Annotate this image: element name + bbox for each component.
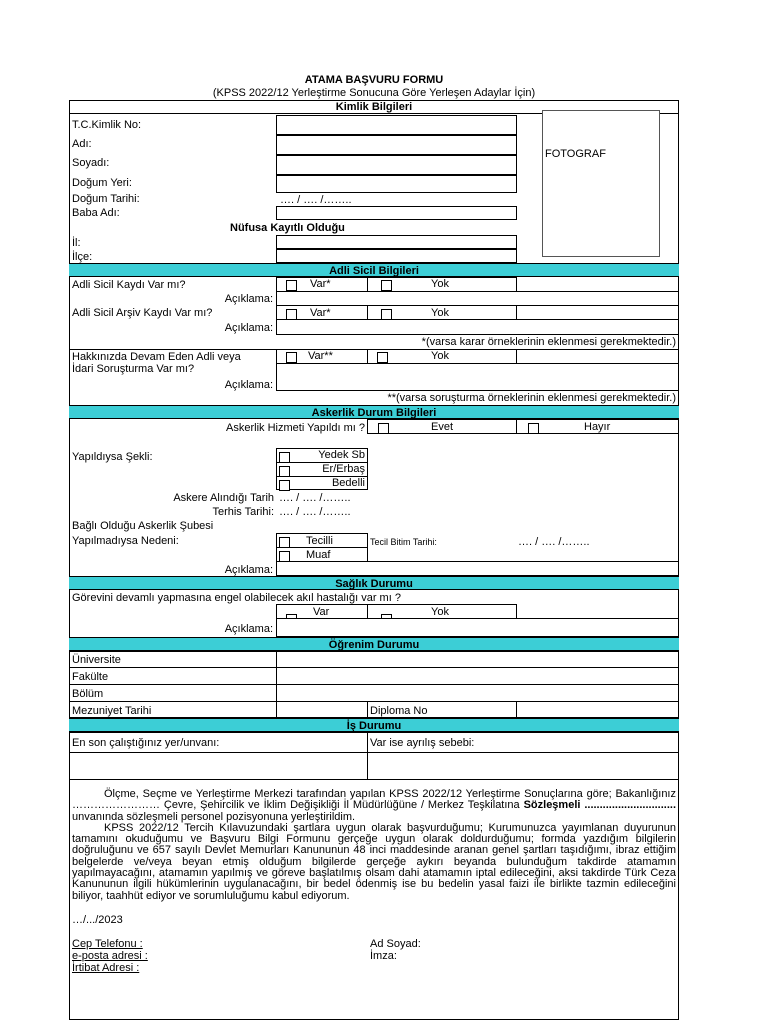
q3-var-checkbox[interactable] (286, 352, 297, 363)
graduation-date-label: Mezuniyet Tarihi (72, 705, 152, 717)
deferral-end-label: Tecil Bitim Tarihi: (370, 537, 437, 547)
military-yes-checkbox[interactable] (378, 423, 389, 434)
discharge-date-input[interactable]: …. / …. /…….. (279, 506, 351, 518)
reason-option: Muaf (306, 549, 331, 561)
health-explanation-input[interactable] (276, 618, 679, 637)
birthplace-label: Doğum Yeri: (72, 177, 132, 189)
birthdate-label: Doğum Tarihi: (72, 193, 140, 205)
q1-yok-label: Yok (431, 278, 449, 290)
military-yes-label: Evet (431, 421, 454, 433)
name-input[interactable] (276, 135, 517, 155)
enlist-label: Askere Alındığı Tarih (173, 492, 274, 504)
diploma-no-label: Diploma No (370, 705, 428, 717)
father-input[interactable] (276, 206, 517, 220)
military-type-label: Yapıldıysa Şekli: (72, 451, 153, 463)
type-yedek-checkbox[interactable] (279, 452, 290, 463)
q2-var-label: Var* (310, 307, 331, 319)
department-label: Bölüm (72, 688, 104, 700)
military-no-checkbox[interactable] (528, 423, 539, 434)
q3-yok-label: Yok (431, 350, 449, 362)
type-option: Er/Erbaş (322, 463, 365, 475)
q2-explanation-label: Açıklama: (224, 322, 273, 334)
health-question: Görevini devamlı yapmasına engel olabilecek akıl hastalığı var mı ? (72, 592, 401, 604)
health-var-label: Var (313, 606, 330, 618)
graduation-date-input[interactable] (277, 702, 367, 718)
type-er-checkbox[interactable] (279, 466, 290, 477)
faculty-label: Fakülte (72, 671, 109, 683)
last-work-input[interactable] (70, 753, 366, 779)
department-input[interactable] (277, 685, 678, 701)
type-bedelli-checkbox[interactable] (279, 480, 290, 491)
q2-yok-label: Yok (431, 307, 449, 319)
deferral-end-input[interactable]: …. / …. /…….. (518, 536, 590, 548)
province-input[interactable] (276, 235, 517, 249)
q3-var-label: Var** (308, 350, 333, 362)
q3-explanation-label: Açıklama: (224, 379, 273, 391)
criminal-q3-line1: Hakkınızda Devam Eden Adli veya (72, 351, 241, 363)
type-option: Bedelli (331, 477, 365, 489)
discharge-label: Terhis Tarihi: (212, 506, 274, 518)
declaration-p1-a: Ölçme, Seçme ve Yerleştirme Merkezi tarafından yapılan KPSS 2022/12 Yerleştirme Sonuçlarına göre; Bakanlığınız …………………… Çevre, Şehircilik ve İklim Değişikliği İl Müdürlüğüne / Merkez Teşkilatına (72, 788, 676, 812)
form-subtitle: (KPSS 2022/12 Yerleştirme Sonucuna Göre Yerleşen Adaylar İçin) (212, 87, 536, 99)
q3-explanation-input[interactable] (276, 363, 679, 391)
declaration-p1-bold: Sözleşmeli .............................. (523, 799, 677, 812)
health-explanation-label: Açıklama: (224, 623, 273, 635)
photo-label: FOTOGRAF (545, 148, 606, 160)
q1-var-label: Var* (310, 278, 331, 290)
birthdate-input[interactable]: …. / …. /…….. (280, 194, 352, 206)
q1-explanation-input[interactable] (276, 291, 679, 306)
identity-section-title: Kimlik Bilgileri (335, 101, 413, 113)
form-title: ATAMA BAŞVURU FORMU (304, 74, 444, 86)
last-work-label: En son çalıştığınız yer/unvanı: (72, 737, 220, 749)
enlist-date-input[interactable]: …. / …. /…….. (279, 492, 351, 504)
military-section-title: Askerlik Durum Bilgileri (69, 405, 679, 419)
leave-reason-input[interactable] (368, 753, 678, 779)
criminal-note-1: *(varsa karar örneklerinin eklenmesi gerekmektedir.) (421, 336, 676, 348)
work-section-title: İş Durumu (69, 718, 679, 732)
education-section-title: Öğrenim Durumu (69, 637, 679, 651)
branch-label: Bağlı Olduğu Askerlik Şubesi (72, 520, 214, 532)
leave-reason-label: Var ise ayrılış sebebi: (370, 737, 475, 749)
province-label: İl: (72, 237, 81, 249)
university-label: Üniversite (72, 654, 121, 666)
university-input[interactable] (277, 652, 678, 667)
tc-label: T.C.Kimlik No: (72, 119, 142, 131)
criminal-q2: Adli Sicil Arşiv Kaydı Var mı? (72, 307, 213, 319)
criminal-q1: Adli Sicil Kaydı Var mı? (72, 279, 186, 291)
criminal-q3-line2: İdari Soruşturma Var mı? (72, 363, 195, 375)
q1-yok-checkbox[interactable] (381, 280, 392, 291)
signature-label: İmza: (370, 950, 397, 962)
registry-title: Nüfusa Kayıtlı Olduğu (230, 222, 345, 234)
type-option: Yedek Sb (318, 449, 365, 461)
declaration-p2: KPSS 2022/12 Tercih Kılavuzundaki şartlara uygun olarak başvurduğumu; Kurumunuzca yayımlanan duyurunun tamamını okuduğumu ve Başvuru Bilgi Formunu gerçeğe uygun olarak doldurduğumu; formda yazdığım bilgilerin doğruluğunu ve 657 sayılı Devlet Memurları Kanununun 48 inci maddesinde aranan genel şartları taşıdığımı, ibraz ettiğim belgelerde ve/veya beyan etmiş olduğum bilgilerde gerçeğe aykırı beyanda bulunduğum takdirde atamamın yapılmayacağını, atamamın yapılmış ve göreve başlatılmış olsam dahi atamamın iptal edileceğini, aksi takdirde Türk Ceza Kanununun ilgili hükümlerinin uygulanacağını, bir bedel ödenmiş ise bu bedelin yasal faizi ile birlikte tazmin edileceğini biliyor, taahhüt ediyor ve sorumluluğumu kabul ediyorum. (72, 821, 676, 902)
q1-explanation-label: Açıklama: (224, 293, 273, 305)
address-label: İrtibat Adresi : (72, 962, 140, 974)
phone-label: Cep Telefonu : (72, 938, 143, 950)
name-label: Adı: (72, 138, 92, 150)
criminal-section-title: Adli Sicil Bilgileri (69, 263, 679, 277)
q1-var-checkbox[interactable] (286, 280, 297, 291)
reason-tecilli-checkbox[interactable] (279, 537, 290, 548)
district-input[interactable] (276, 249, 517, 263)
surname-label: Soyadı: (72, 157, 110, 169)
faculty-input[interactable] (277, 668, 678, 684)
email-label: e-posta adresi : (72, 950, 148, 962)
diploma-no-input[interactable] (517, 702, 678, 718)
surname-input[interactable] (276, 155, 517, 175)
declaration-p1-c: unvanında sözleşmeli personel pozisyonuna yerleştirildim. (72, 810, 356, 823)
father-label: Baba Adı: (72, 207, 120, 219)
declaration-date: …/.../2023 (72, 914, 123, 926)
birthplace-input[interactable] (276, 175, 517, 193)
name-surname-label: Ad Soyad: (370, 938, 421, 950)
reason-label: Yapılmadıysa Nedeni: (72, 535, 179, 547)
military-explanation-label: Açıklama: (224, 564, 273, 576)
declaration-text (72, 789, 676, 902)
criminal-note-2: **(varsa soruşturma örneklerinin eklenmesi gerekmektedir.) (387, 392, 676, 404)
divider (367, 701, 368, 718)
tc-input[interactable] (276, 115, 517, 135)
military-question: Askerlik Hizmeti Yapıldı mı ? (226, 422, 365, 434)
q3-yok-checkbox[interactable] (377, 352, 388, 363)
reason-option: Tecilli (306, 535, 333, 547)
military-no-label: Hayır (584, 421, 611, 433)
district-label: İlçe: (72, 251, 93, 263)
q2-explanation-input[interactable] (276, 319, 679, 335)
health-section-title: Sağlık Durumu (69, 576, 679, 590)
photo-box[interactable] (542, 110, 660, 257)
military-explanation-input[interactable] (276, 561, 679, 576)
health-yok-label: Yok (431, 606, 449, 618)
